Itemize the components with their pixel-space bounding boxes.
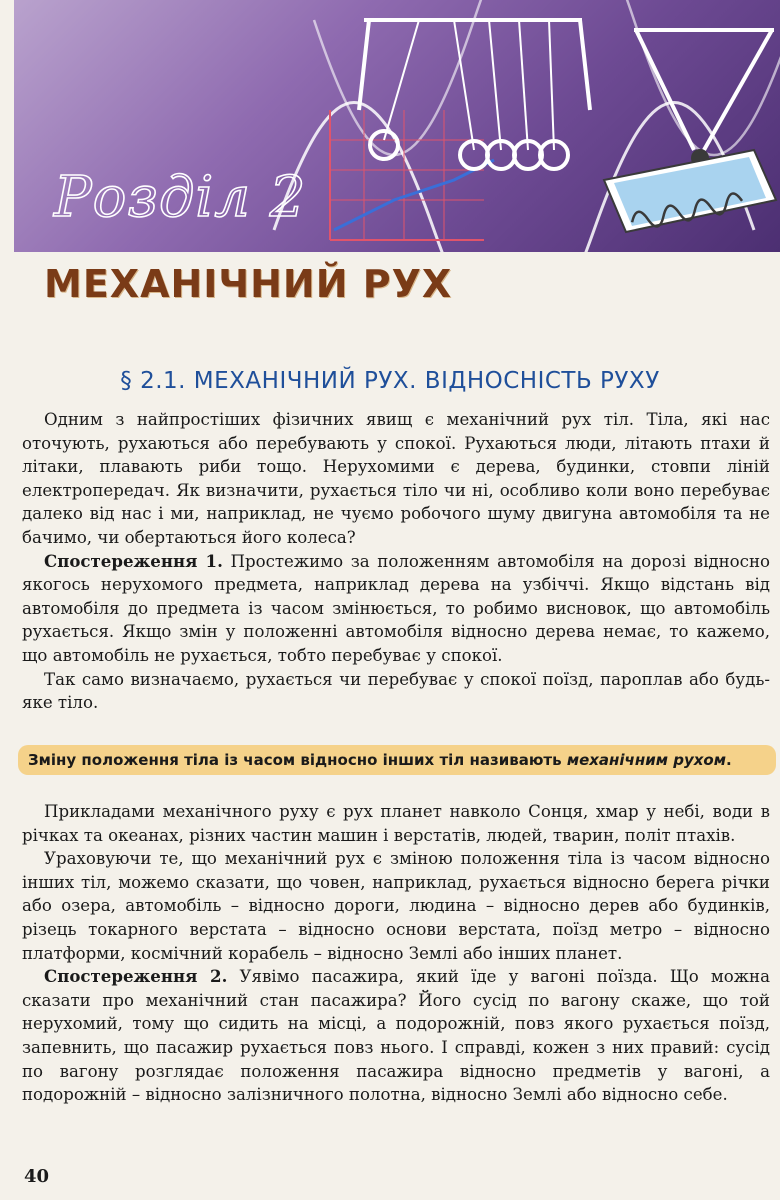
chapter-label: Розділ 2 (54, 165, 307, 230)
pendulum-funnel (634, 30, 774, 150)
section-title: § 2.1. МЕХАНІЧНИЙ РУХ. ВІДНОСНІСТЬ РУХУ (120, 368, 660, 394)
paragraph: Одним з найпростіших фізичних явищ є механічний рух тіл. Тіла, які нас оточують, рухаються або перебувають у спокої. Рухаються люди, літають птахи й літаки, плавають риби тощо. Нерухомими є дерева, будинки, стовпи ліній електропередач. Як визначити, рухається тіло чи ні, особливо коли воно перебуває далеко від нас і ми, наприклад, не чуємо робочого шуму двигуна автомобіля та не бачимо, чи обертаються його колеса? (22, 410, 770, 547)
chapter-banner (14, 0, 780, 252)
newtons-cradle-strings (384, 20, 554, 150)
paragraph: Спостереження 1. Простежимо за положенням автомобіля на дорозі відносно якогось нерухомого предмета, наприклад дерева на узбіччі. Якщо відстань від автомобіля до предмета із часом змінюється, то робимо висновок, що автомобіль рухається. Якщо змін у положенні автомобіля відносно дерева немає, то кажемо, що автомобіль не рухається, тобто перебуває у спокої. (22, 550, 770, 665)
paragraph: Спостереження 2. Уявімо пасажира, який їде у вагоні поїзда. Що можна сказати про механічний стан пасажира? Його сусід по вагону скаже, що той нерухомий, тому що сидить на місці, а подорожній, повз якого рухається поїзд, запевнить, що пасажир рухається повз нього. І справді, кожен з них правий: сусід по вагону розглядає положення пасажира відносно предметів у вагоні, а подорожній – відносно залізничного полотна, відносно Землі або відносно себе. (22, 966, 770, 1105)
paragraph: Прикладами механічного руху є рух планет навколо Сонця, хмар у небі, води в річках та океанах, різних частин машин і верстатів, людей, тварин, політ птахів. (22, 802, 770, 845)
definition-box: Зміну положення тіла із часом відносно інших тіл називають механічним рухом. (18, 745, 776, 775)
text-block-bottom (22, 800, 770, 1107)
definition-term: механічним рухом (566, 751, 726, 769)
chapter-title: МЕХАНІЧНИЙ РУХ (44, 262, 453, 306)
page-number: 40 (24, 1166, 50, 1187)
newtons-cradle-frame (359, 20, 590, 110)
paragraph: Так само визначаємо, рухається чи перебуває у спокої поїзд, пароплав або будь-яке тіло. (22, 669, 770, 713)
paragraph: Ураховуючи те, що механічний рух є зміною положення тіла із часом відносно інших тіл, можемо сказати, що човен, наприклад, рухається відносно берега річки або озера, автомобіль – відносно дороги, людина – відносно дерев або будинків, різець токарного верстата – відносно основи верстата, поїзд метро – відносно платформи, космічний корабель – відносно Землі або інших планет. (22, 849, 770, 963)
text-block-top (22, 408, 770, 715)
